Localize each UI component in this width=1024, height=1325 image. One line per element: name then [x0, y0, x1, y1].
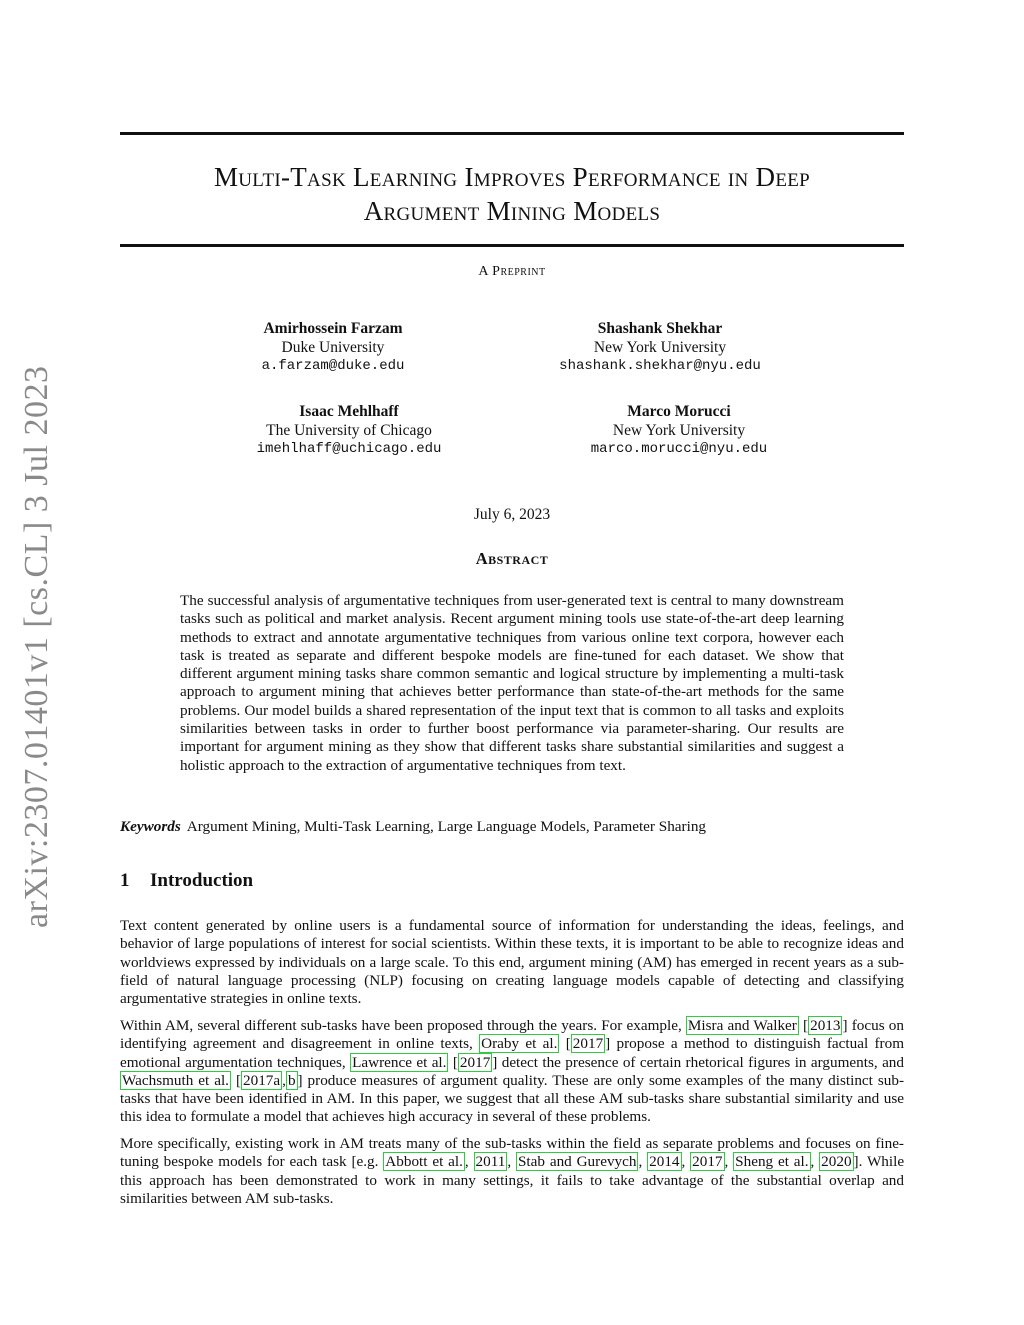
author-block — [529, 402, 829, 459]
author-email[interactable]: marco.morucci@nyu.edu — [590, 441, 768, 457]
paper-title — [120, 160, 904, 228]
citation-link[interactable]: 2017 — [572, 1035, 604, 1053]
paragraph-text: ] propose a method to distinguish factual from emotional argumentation techniques, — [120, 1035, 905, 1071]
author-block — [510, 319, 810, 376]
paragraph-text: [ — [448, 1053, 458, 1071]
paragraph-text: , — [282, 1071, 286, 1089]
section-title: Introduction — [150, 870, 254, 891]
paragraph-text: [ — [230, 1071, 242, 1089]
title-line-2: Argument Mining Models — [363, 196, 661, 226]
author-affiliation: Duke University — [281, 339, 385, 356]
author-name: Shashank Shekhar — [597, 320, 723, 337]
citation-link[interactable]: b — [287, 1071, 296, 1089]
citation-link[interactable]: Stab and Gurevych — [517, 1153, 637, 1171]
intro-paragraph-2 — [120, 1017, 904, 1127]
abstract-heading: Abstract — [475, 549, 549, 568]
title-top-rule — [120, 132, 904, 135]
title-bottom-rule — [120, 244, 904, 247]
author-email[interactable]: shashank.shekhar@nyu.edu — [559, 358, 761, 374]
citation-link[interactable]: 2020 — [821, 1153, 852, 1171]
intro-paragraph-1: Text content generated by online users is a fundamental source of information for understanding the ideas, feelings, and behavior of large populations of interest for social scientists. Within these texts, it is important to be able to recognize ideas and worldviews expressed by individuals on a large scale. To this end, argument mining (AM) has emerged in recent years as a sub-field of natural language processing (NLP) focusing on creating language models capable of detecting and classifying argumentative strategies in online texts. — [120, 917, 904, 1008]
paragraph-text: , — [638, 1153, 648, 1171]
paragraph-text: ] focus on identifying agreement and disagreement in online texts, — [120, 1017, 904, 1053]
paragraph-text: More specifically, existing work in AM treats many of the sub-tasks within the field as separate problems and focuses on fine-tuning bespoke models for each task [e.g. — [120, 1135, 904, 1171]
keywords — [120, 818, 904, 836]
citation-link[interactable]: 2013 — [810, 1017, 841, 1034]
citation-link[interactable]: 2011 — [475, 1153, 506, 1171]
title-line-1: Multi-Task Learning Improves Performance in Deep — [213, 162, 811, 192]
citation-link[interactable]: Lawrence et al. — [352, 1053, 447, 1071]
paragraph-text: , — [724, 1153, 734, 1171]
author-affiliation: New York University — [612, 422, 746, 439]
author-name: Amirhossein Farzam — [263, 320, 403, 337]
citation-link[interactable]: Oraby et al. — [481, 1035, 558, 1053]
author-block — [199, 402, 499, 459]
paragraph-text: ] detect the presence of certain rhetorical figures in arguments, and — [492, 1053, 904, 1071]
preprint-label: A Preprint — [478, 264, 546, 279]
citation-link[interactable]: Misra and Walker — [687, 1017, 797, 1034]
abstract-text: The successful analysis of argumentative techniques from user-generated text is central to many downstream tasks such as political and market analysis. Recent argument mining tools use state-of-the-art deep learning methods to extract and annotate argumentative techniques from various online text corpora, however each task is treated as separate and different bespoke models are fine-tuned for each dataset. We show that different argument mining tasks share common semantic and logical structure by implementing a multi-task approach to argument mining that achieves better performance than state-of-the-art methods for the same problems. Our model builds a shared representation of the input text that is common to all tasks and exploits similarities between tasks in order to further boost performance via parameter-sharing. Our results are important for argument mining as they show that different tasks share substantial similarities and suggest a holistic approach to the extraction of argumentative techniques from text. — [180, 592, 844, 774]
publication-date: July 6, 2023 — [473, 506, 551, 523]
paragraph-text: [ — [798, 1017, 809, 1034]
citation-link[interactable]: Sheng et al. — [735, 1153, 809, 1171]
section-heading — [120, 870, 253, 892]
citation-link[interactable]: 2017 — [692, 1153, 723, 1171]
intro-paragraph-3 — [120, 1135, 904, 1208]
keywords-text: Argument Mining, Multi-Task Learning, Large Language Models, Parameter Sharing — [186, 818, 707, 835]
citation-link[interactable]: Wachsmuth et al. — [122, 1071, 229, 1089]
paragraph-text: , — [464, 1153, 474, 1171]
paragraph-text: ] produce measures of argument quality. These are only some examples of the many distinct sub-tasks that have been identified in AM. In this paper, we suggest that all these AM sub-tasks share substantial similarity and use this idea to formulate a model that achieves high accuracy in several of these problems. — [120, 1071, 904, 1126]
citation-link[interactable]: 2017 — [459, 1053, 491, 1071]
paragraph-text: [ — [559, 1035, 571, 1053]
author-affiliation: New York University — [593, 339, 727, 356]
paragraph-text: , — [810, 1153, 820, 1171]
arxiv-identifier: arXiv:2307.01401v1 [cs.CL] 3 Jul 2023 — [18, 365, 55, 928]
paragraph-text: , — [681, 1153, 691, 1171]
section-number: 1 — [120, 870, 130, 891]
citation-link[interactable]: 2017a — [243, 1071, 281, 1089]
author-email[interactable]: a.farzam@duke.edu — [261, 358, 405, 374]
citation-link[interactable]: 2014 — [649, 1153, 680, 1171]
citation-link[interactable]: Abbott et al. — [385, 1153, 463, 1171]
author-name: Isaac Mehlhaff — [299, 403, 399, 420]
author-block — [183, 319, 483, 376]
author-affiliation: The University of Chicago — [266, 422, 432, 439]
paragraph-text: ]. While this approach has been demonstrated to work in many settings, it fails to take advantage of the substantial overlap and similarities between AM sub-tasks. — [120, 1153, 905, 1207]
paragraph-text: Within AM, several different sub-tasks have been proposed through the years. For example, — [120, 1017, 686, 1034]
keywords-label: Keywords — [120, 818, 181, 835]
author-name: Marco Morucci — [627, 403, 731, 420]
paragraph-text: , — [507, 1153, 516, 1171]
author-email[interactable]: imehlhaff@uchicago.edu — [256, 441, 442, 457]
